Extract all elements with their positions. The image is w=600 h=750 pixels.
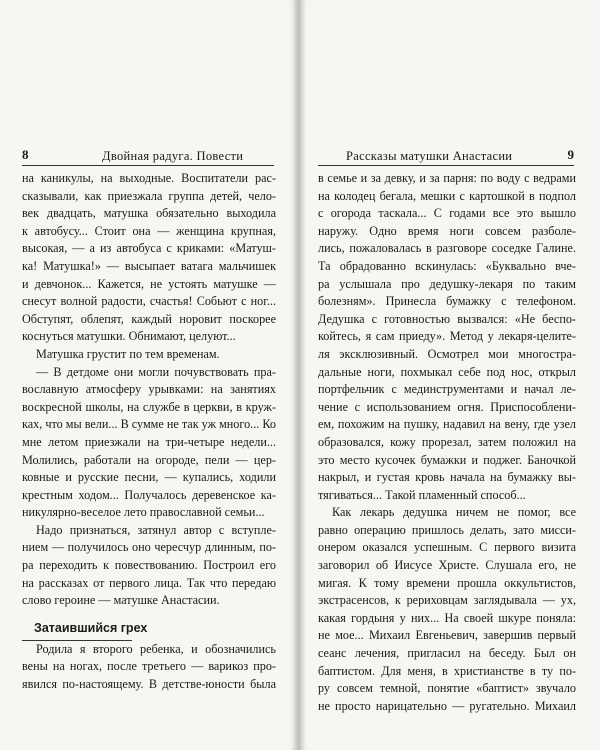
text-line: не мое... Михаил Евгеньевич, завершив первый [318, 628, 576, 643]
text-line: онером оказался успешным. С первого визита [318, 540, 576, 555]
text-line: лись, пожаловалась в разговоре соседке Галине. [318, 241, 576, 256]
text-line: коснуться матушки. Обнимают, целуют... [22, 329, 236, 344]
text-line: Как лекарь дедушка ничем не помог, все [332, 505, 576, 520]
text-line: ля эксклюзивный. Осмотрел мои многостра- [318, 346, 576, 361]
text-line: сказывали, как приезжала группа детей, чело- [22, 188, 276, 203]
text-line: вославную атмосферу урывками: на занятиях [22, 382, 276, 397]
section-title: Затаившийся грех [34, 620, 148, 635]
text-line: крестным ходом... Получалось деревенское ка- [22, 487, 276, 502]
right-running-title: Рассказы матушки Анастасии [346, 149, 513, 163]
text-line: ру совсем темной, понятие «баптист» звучало [318, 681, 576, 696]
right-body-text [318, 170, 576, 715]
text-line: Матушка грустит по тем временам. [36, 346, 220, 361]
text-line: сеанс лечения, пригласил на беседу. Был он [318, 646, 576, 661]
text-line: дальные ноги, похмыкал себе под нос, открыл [318, 364, 576, 379]
text-line: воскресной школы, на службе в церкви, в круж- [22, 399, 276, 414]
text-line: слово героине — матушке Анастасии. [22, 593, 220, 608]
left-page [0, 0, 298, 750]
text-line: койтесь, я сам приеду». Метод у лекаря-целите- [318, 329, 576, 344]
text-line: чение с использованием огня. Приспособлени- [318, 399, 576, 414]
text-line: Родила я второго ребенка, и обозначились [36, 641, 276, 656]
text-line: явился по-настоящему. В детстве-юности была [22, 677, 276, 692]
text-line: портфельчик с мединструментами и начал ле- [318, 382, 576, 397]
text-line: заговорил об Иисусе Христе. Слушала его, не [318, 558, 576, 573]
text-line: Молились, работали на огороде, пели — цер- [22, 452, 276, 467]
text-line: никулярно-веселое лето православной семьи... [22, 505, 265, 520]
text-line: — В детдоме они могли почувствовать пра- [36, 364, 276, 379]
text-line: в семье и за девку, и за парня: по воду с ведрами [318, 171, 576, 185]
right-page [298, 0, 600, 750]
text-line: тягиваться... Такой пламенный способ... [318, 487, 526, 502]
text-line: мне летом приезжали на три-четыре недели... [22, 434, 276, 449]
text-line: ем, похожим на пушку, надавил на вену, где узел [318, 417, 576, 432]
text-line: не просто нарицательно — ругательно. Михаил [318, 698, 576, 713]
text-line: равно операцию пришлось делать, зато мисси- [318, 522, 576, 537]
text-line: ковные и русские песни, — купались, ходили [22, 470, 276, 485]
text-line: на рассказах от первого лица. Так что передаю [22, 575, 276, 590]
text-line: Та обрадованно вскинулась: «Буквально вче- [318, 258, 576, 273]
text-line: ках, что мы вели... В сумме не так уж много... Ко [22, 417, 276, 432]
text-line: какая гордыня у них... На своей шкуре поняла: [318, 610, 576, 625]
text-line: вены на ногах, после третьего — варикоз про- [22, 659, 276, 674]
text-line: баптистом. Для меня, в христианстве в ту по- [318, 663, 576, 678]
text-line: болезням». Принесла бумажку с телефоном. [318, 294, 576, 309]
left-running-title: Двойная радуга. Повести [102, 149, 244, 163]
text-line: экстрасенсов, к рериховцам заглядывала — ух, [318, 593, 576, 608]
text-line: на каникулы, на выходные. Воспитатели рас- [22, 171, 276, 185]
section-heading [22, 616, 276, 640]
text-line: к автобусу... Стоит она — женщина крупная, [22, 223, 276, 238]
text-line: нием — получилось оно чересчур длинным, по- [22, 540, 276, 555]
left-running-header [22, 147, 274, 166]
text-line: Дедушка с готовностью вызвался: «Не беспо- [318, 311, 576, 326]
text-line: мигая. К тому времени прошла оккультистов, [318, 575, 576, 590]
text-line: на колодец бегала, мешки с картошкой в подпол [318, 188, 576, 203]
left-body-text [22, 170, 276, 694]
text-line: высокая, — а из автобуса с криками: «Матуш- [22, 241, 276, 256]
right-running-header [318, 147, 574, 166]
text-line: Надо признаться, затянул автор с вступле- [36, 522, 276, 537]
text-line: ка! Матушка!» — высыпает ватага мальчишек [22, 258, 276, 273]
text-line: Обступят, облепят, каждый норовит поскорее [22, 311, 276, 326]
text-line: и девчонок... Кажется, не устоять матушке — [22, 276, 276, 291]
book-gutter [292, 0, 306, 750]
text-line: накрыл, и густая кровь начала на бумажку вы- [318, 470, 576, 485]
right-page-number: 9 [567, 147, 574, 162]
left-page-number: 8 [22, 147, 29, 162]
text-line: это место кусочек бумажки и поджег. Баночкой [318, 452, 576, 467]
text-line: снесут волной радости, счастья! Собьют с ног... [22, 294, 276, 309]
text-line: ра переходить к повествованию. Построил его [22, 558, 276, 573]
text-line: ра услышала про дедушку-лекаря по таким [318, 276, 576, 291]
text-line: век двадцать, матушка обязательно выходила [22, 206, 276, 221]
text-line: наружу. Одно время ноги совсем разболе- [318, 223, 576, 238]
text-line: образовался, кожу прорезал, затем положил на [318, 434, 576, 449]
text-line: с огорода таскала... С годами все это вышло [318, 206, 576, 221]
